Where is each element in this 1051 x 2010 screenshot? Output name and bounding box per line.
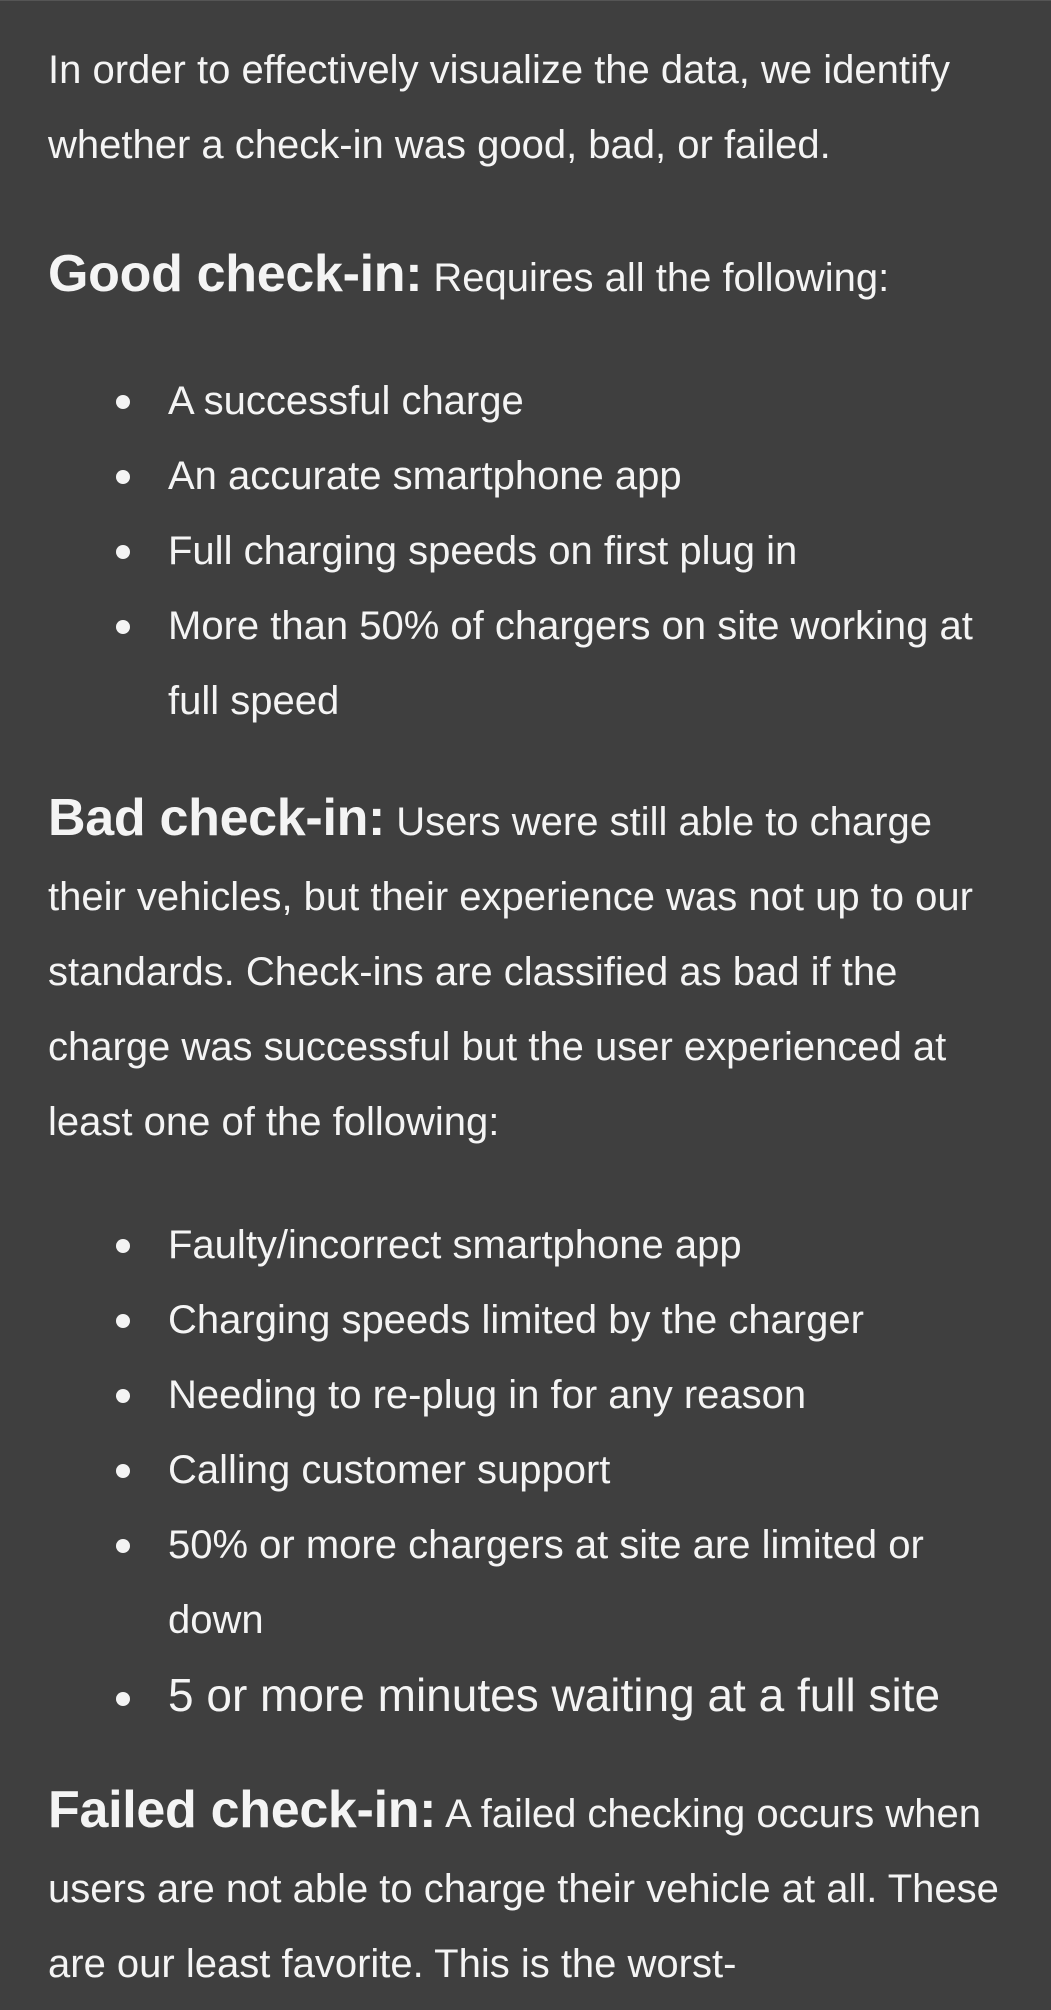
failed-checkin-heading: Failed check-in: xyxy=(48,1781,437,1839)
list-item: Calling customer support xyxy=(168,1433,1011,1508)
bullet-icon xyxy=(116,1239,130,1253)
list-item: Faulty/incorrect smartphone app xyxy=(168,1208,1011,1283)
good-checkin-text: Requires all the following: xyxy=(422,256,890,300)
bullet-icon xyxy=(116,1464,130,1478)
failed-checkin-text: A failed checking occurs when users are not able to charge their vehicle at all. These are our least favorite. This is the worst- xyxy=(48,1792,999,1986)
list-item: Charging speeds limited by the charger xyxy=(168,1283,1011,1358)
good-checkin-paragraph xyxy=(48,237,1011,316)
bad-checkin-heading: Bad check-in: xyxy=(48,789,386,847)
list-item: Needing to re-plug in for any reason xyxy=(168,1358,1011,1433)
bullet-icon xyxy=(116,470,130,484)
bad-checkin-paragraph xyxy=(48,781,1011,1160)
bullet-icon xyxy=(116,1539,130,1553)
list-item: A successful charge xyxy=(168,364,1011,439)
bullet-icon xyxy=(116,545,130,559)
good-checkin-heading: Good check-in: xyxy=(48,245,423,303)
bullet-icon xyxy=(116,1314,130,1328)
bullet-icon xyxy=(116,620,130,634)
list-item: More than 50% of chargers on site working at full speed xyxy=(168,589,1011,739)
good-checkin-list xyxy=(48,364,1011,739)
list-item: An accurate smartphone app xyxy=(168,439,1011,514)
list-item: 50% or more chargers at site are limited or down xyxy=(168,1508,1011,1658)
list-item: 5 or more minutes waiting at a full site xyxy=(168,1658,1011,1733)
bullet-icon xyxy=(116,395,130,409)
bullet-icon xyxy=(116,1389,130,1403)
bullet-icon xyxy=(116,1692,130,1706)
failed-checkin-paragraph xyxy=(48,1773,1011,2002)
bad-checkin-text: Users were still able to charge their vehicles, but their experience was not up to our standards. Check-ins are classified as bad if the charge was successful but the user experienced at least one of the following: xyxy=(48,800,973,1144)
list-item: Full charging speeds on first plug in xyxy=(168,514,1011,589)
bad-checkin-list xyxy=(48,1208,1011,1733)
intro-paragraph: In order to effectively visualize the data, we identify whether a check-in was good, bad, or failed. xyxy=(48,48,950,167)
